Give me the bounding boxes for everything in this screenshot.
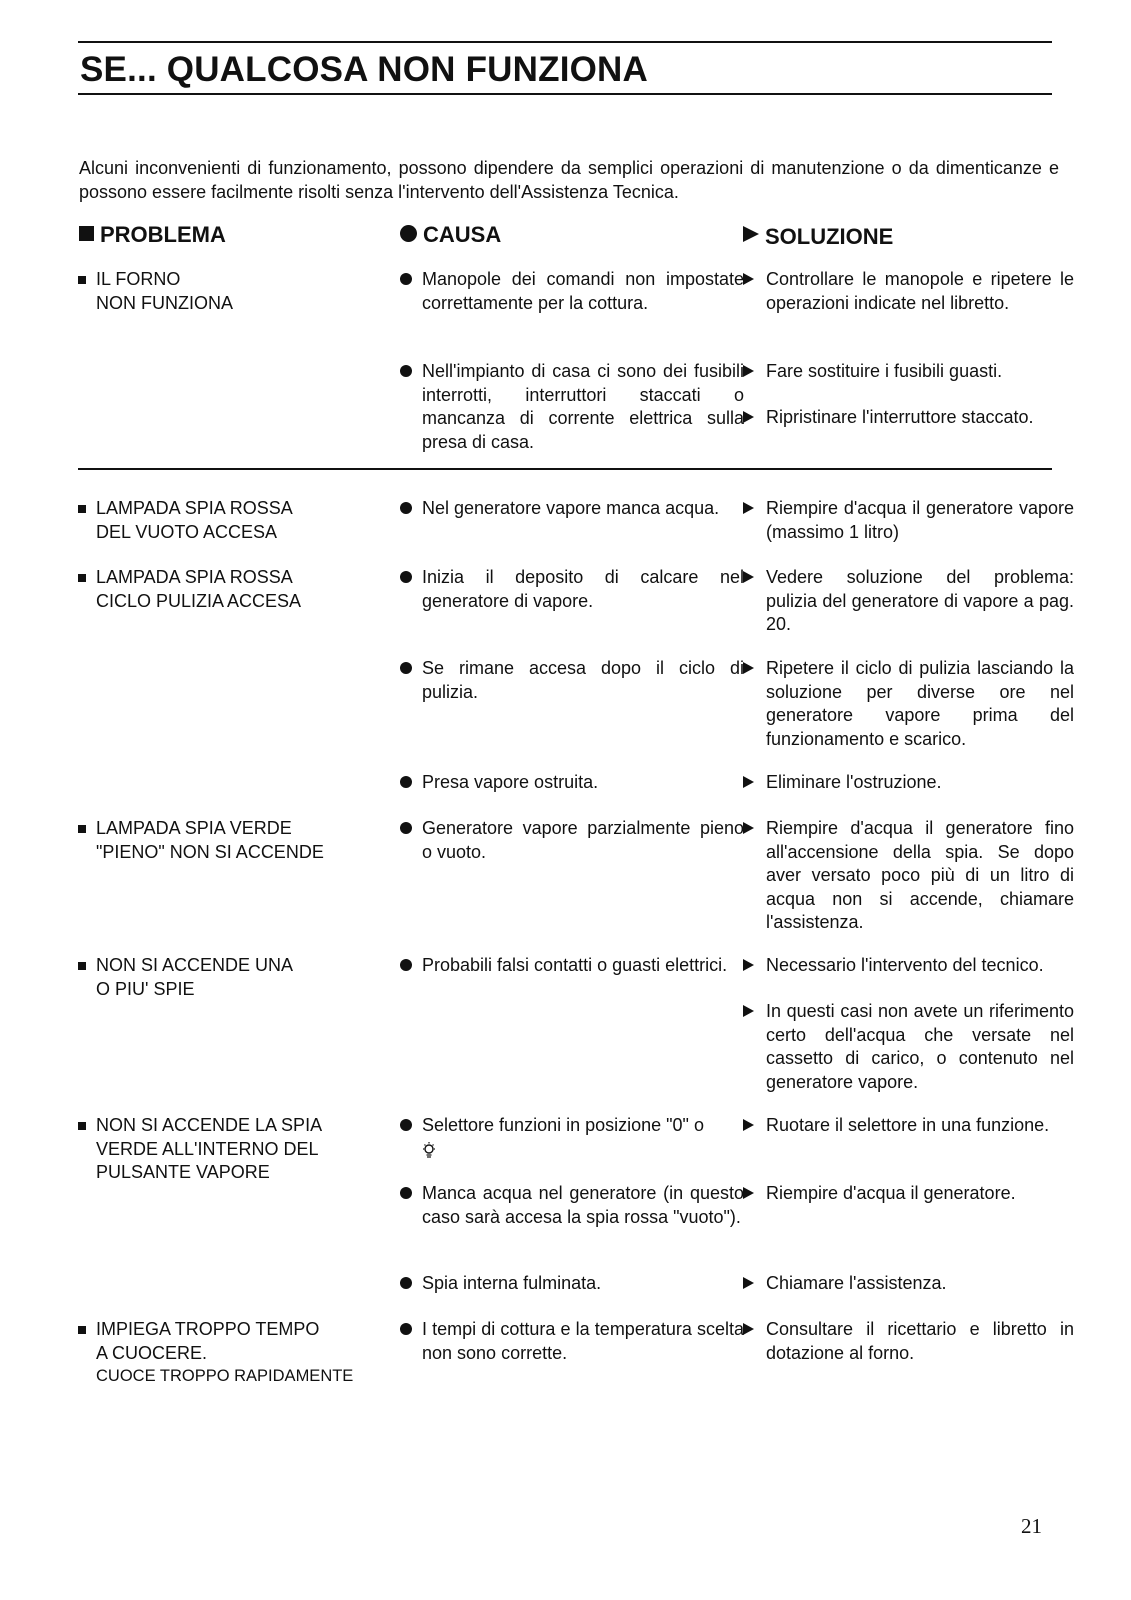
solution-item: Vedere soluzione del problema: pulizia del generatore di vapore a pag. 20. [743, 566, 1074, 637]
round-bullet-icon [400, 502, 412, 514]
square-bullet-icon [78, 574, 86, 582]
triangle-arrow-icon [743, 662, 754, 674]
triangle-arrow-icon [743, 822, 754, 834]
solution-item: Eliminare l'ostruzione. [743, 771, 1074, 795]
section-divider [78, 468, 1052, 470]
square-bullet-icon [78, 825, 86, 833]
header-problem: PROBLEMA [79, 222, 226, 248]
square-bullet-icon [78, 1326, 86, 1334]
oven-lamp-icon-row [422, 1138, 744, 1162]
solution-item: Fare sostituire i fusibili guasti. [743, 360, 1074, 384]
cause-item: Nell'impianto di casa ci sono dei fusibili interrotti, interruttori staccati o mancanza di corrente elettrica sulla presa di casa. [400, 360, 744, 454]
triangle-arrow-icon [743, 1277, 754, 1289]
solution-item: In questi casi non avete un riferimento certo dell'acqua che versate nel cassetto di carico, o contenuto nel generatore vapore. [743, 1000, 1074, 1094]
oven-lamp-icon [422, 1141, 436, 1161]
title-underline [78, 93, 1052, 95]
round-bullet-icon [400, 1277, 412, 1289]
cause-item: Inizia il deposito di calcare nel generatore di vapore. [400, 566, 744, 613]
cause-item: Presa vapore ostruita. [400, 771, 744, 795]
cause-item: Generatore vapore parzialmente pieno o vuoto. [400, 817, 744, 864]
cause-item: Manca acqua nel generatore (in questo caso sarà accesa la spia rossa "vuoto"). [400, 1182, 744, 1229]
cause-item: Se rimane accesa dopo il ciclo di pulizia. [400, 657, 744, 704]
cause-item: Selettore funzioni in posizione "0" o [400, 1114, 744, 1161]
top-rule [78, 41, 1052, 43]
round-bullet-icon [400, 225, 417, 242]
triangle-arrow-icon [743, 411, 754, 423]
problem-item: NON SI ACCENDE UNA O PIU' SPIE [78, 954, 396, 1001]
cause-item: Spia interna fulminata. [400, 1272, 744, 1296]
triangle-arrow-icon [743, 273, 754, 285]
problem-item: IMPIEGA TROPPO TEMPO A CUOCERE. CUOCE TROPPO RAPIDAMENTE [78, 1318, 396, 1389]
solution-item: Consultare il ricettario e libretto in dotazione al forno. [743, 1318, 1074, 1365]
cause-item: Manopole dei comandi non impostate correttamente per la cottura. [400, 268, 744, 315]
solution-item: Chiamare l'assistenza. [743, 1272, 1074, 1296]
triangle-arrow-icon [743, 1187, 754, 1199]
solution-item: Ripristinare l'interruttore staccato. [743, 406, 1074, 430]
triangle-arrow-icon [743, 959, 754, 971]
solution-item: Controllare le manopole e ripetere le operazioni indicate nel libretto. [743, 268, 1074, 315]
page-title: SE... QUALCOSA NON FUNZIONA [80, 50, 648, 89]
round-bullet-icon [400, 571, 412, 583]
solution-item: Riempire d'acqua il generatore fino all'accensione della spia. Se dopo aver versato poco più di un litro di acqua non si accende, chiamare l'assistenza. [743, 817, 1074, 935]
triangle-arrow-icon [743, 776, 754, 788]
round-bullet-icon [400, 1323, 412, 1335]
round-bullet-icon [400, 1119, 412, 1131]
triangle-arrow-icon [743, 365, 754, 377]
header-cause: CAUSA [400, 222, 501, 248]
cause-item: Probabili falsi contatti o guasti elettrici. [400, 954, 744, 978]
intro-paragraph: Alcuni inconvenienti di funzionamento, possono dipendere da semplici operazioni di manutenzione o da dimenticanze e possono essere facilmente risolti senza l'intervento dell'Assistenza Tecnica. [79, 158, 1059, 202]
square-bullet-icon [78, 276, 86, 284]
triangle-arrow-icon [743, 1119, 754, 1131]
solution-item: Riempire d'acqua il generatore vapore (massimo 1 litro) [743, 497, 1074, 544]
round-bullet-icon [400, 273, 412, 285]
cause-item: I tempi di cottura e la temperatura scelta non sono corrette. [400, 1318, 744, 1365]
triangle-arrow-icon [743, 502, 754, 514]
problem-item: IL FORNO NON FUNZIONA [78, 268, 396, 315]
square-bullet-icon [78, 505, 86, 513]
round-bullet-icon [400, 776, 412, 788]
problem-item: NON SI ACCENDE LA SPIA VERDE ALL'INTERNO DEL PULSANTE VAPORE [78, 1114, 396, 1185]
solution-item: Ruotare il selettore in una funzione. [743, 1114, 1074, 1138]
square-bullet-icon [78, 962, 86, 970]
triangle-arrow-icon [743, 226, 759, 242]
solution-item: Necessario l'intervento del tecnico. [743, 954, 1074, 978]
solution-item: Ripetere il ciclo di pulizia lasciando la soluzione per diverse ore nel generatore vapore prima del funzionamento e scarico. [743, 657, 1074, 751]
solution-item: Riempire d'acqua il generatore. [743, 1182, 1074, 1206]
round-bullet-icon [400, 1187, 412, 1199]
square-bullet-icon [78, 1122, 86, 1130]
header-solution: SOLUZIONE [743, 224, 893, 250]
triangle-arrow-icon [743, 1323, 754, 1335]
triangle-arrow-icon [743, 1005, 754, 1017]
round-bullet-icon [400, 822, 412, 834]
cause-item: Nel generatore vapore manca acqua. [400, 497, 744, 521]
round-bullet-icon [400, 959, 412, 971]
square-bullet-icon [79, 226, 94, 241]
problem-item: LAMPADA SPIA VERDE "PIENO" NON SI ACCENDE [78, 817, 396, 864]
page-number: 21 [1021, 1514, 1042, 1538]
triangle-arrow-icon [743, 571, 754, 583]
round-bullet-icon [400, 365, 412, 377]
round-bullet-icon [400, 662, 412, 674]
problem-item: LAMPADA SPIA ROSSA CICLO PULIZIA ACCESA [78, 566, 396, 613]
problem-item: LAMPADA SPIA ROSSA DEL VUOTO ACCESA [78, 497, 396, 544]
